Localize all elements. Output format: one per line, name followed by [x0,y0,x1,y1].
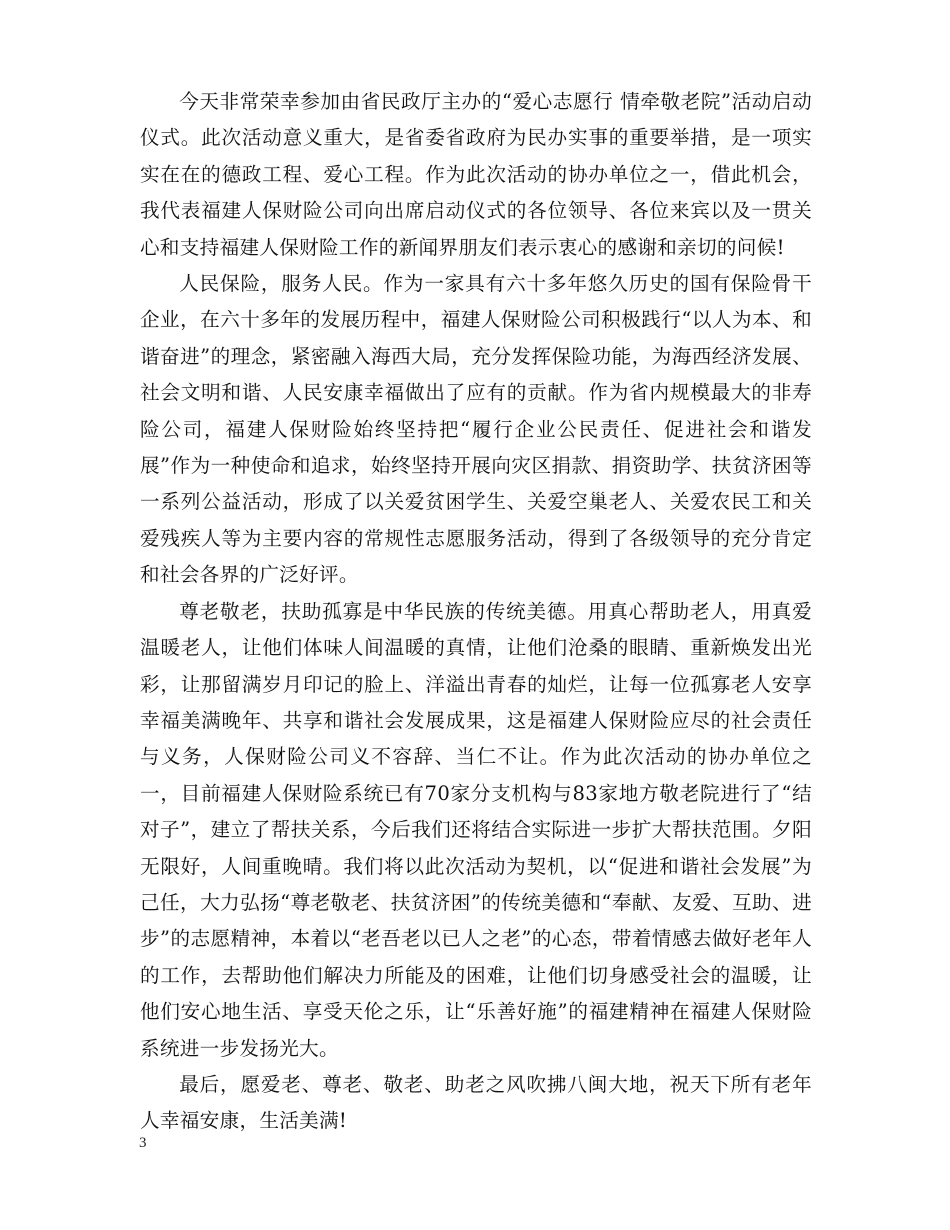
page-number: 3 [139,1135,147,1151]
paragraph-opening: 今天非常荣幸参加由省民政厅主办的“爱心志愿行 情牵敬老院”活动启动仪式。此次活动意义重大，是省委省政府为民办实事的重要举措，是一项实实在在的德政工程、爱心工程。作为此次活动的协办单位之一，借此机会，我代表福建人保财险公司向出席启动仪式的各位领导、各位来宾以及一贯关心和支持福建人保财险工作的新闻界朋友们表示衷心的感谢和亲切的问候! [140,90,812,259]
paragraph-closing: 最后，愿爱老、尊老、敬老、助老之风吹拂八闽大地，祝天下所有老年人幸福安康，生活美满! [140,1072,812,1133]
paragraph-company-history: 人民保险，服务人民。作为一家具有六十多年悠久历史的国有保险骨干企业，在六十多年的发展历程中，福建人保财险公司积极践行“以人为本、和谐奋进”的理念，紧密融入海西大局，充分发挥保险功能，为海西经济发展、社会文明和谐、人民安康幸福做出了应有的贡献。作为省内规模最大的非寿险公司，福建人保财险始终坚持把“履行企业公民责任、促进社会和谐发展”作为一种使命和追求，始终坚持开展向灾区捐款、捐资助学、扶贫济困等一系列公益活动，形成了以关爱贫困学生、关爱空巢老人、关爱农民工和关爱残疾人等为主要内容的常规性志愿服务活动，得到了各级领导的充分肯定和社会各界的广泛好评。 [140,272,812,587]
paragraph-elderly-care: 尊老敬老，扶助孤寡是中华民族的传统美德。用真心帮助老人，用真爱温暖老人，让他们体味人间温暖的真情，让他们沧桑的眼睛、重新焕发出光彩，让那留满岁月印记的脸上、洋溢出青春的灿烂，让每一位孤寡老人安享幸福美满晚年、共享和谐社会发展成果，这是福建人保财险应尽的社会责任与义务，人保财险公司义不容辞、当仁不让。作为此次活动的协办单位之一，目前福建人保财险系统已有70家分支机构与83家地方敬老院进行了“结对子”，建立了帮扶关系，今后我们还将结合实际进一步扩大帮扶范围。夕阳无限好，人间重晚晴。我们将以此次活动为契机，以“促进和谐社会发展”为己任，大力弘扬“尊老敬老、扶贫济困”的传统美德和“奉献、友爱、互助、进步”的志愿精神，本着以“老吾老以已人之老”的心态，带着情感去做好老年人的工作，去帮助他们解决力所能及的困难，让他们切身感受社会的温暖，让他们安心地生活、享受天伦之乐，让“乐善好施”的福建精神在福建人保财险系统进一步发扬光大。 [140,599,812,1060]
document-body [140,84,812,1140]
